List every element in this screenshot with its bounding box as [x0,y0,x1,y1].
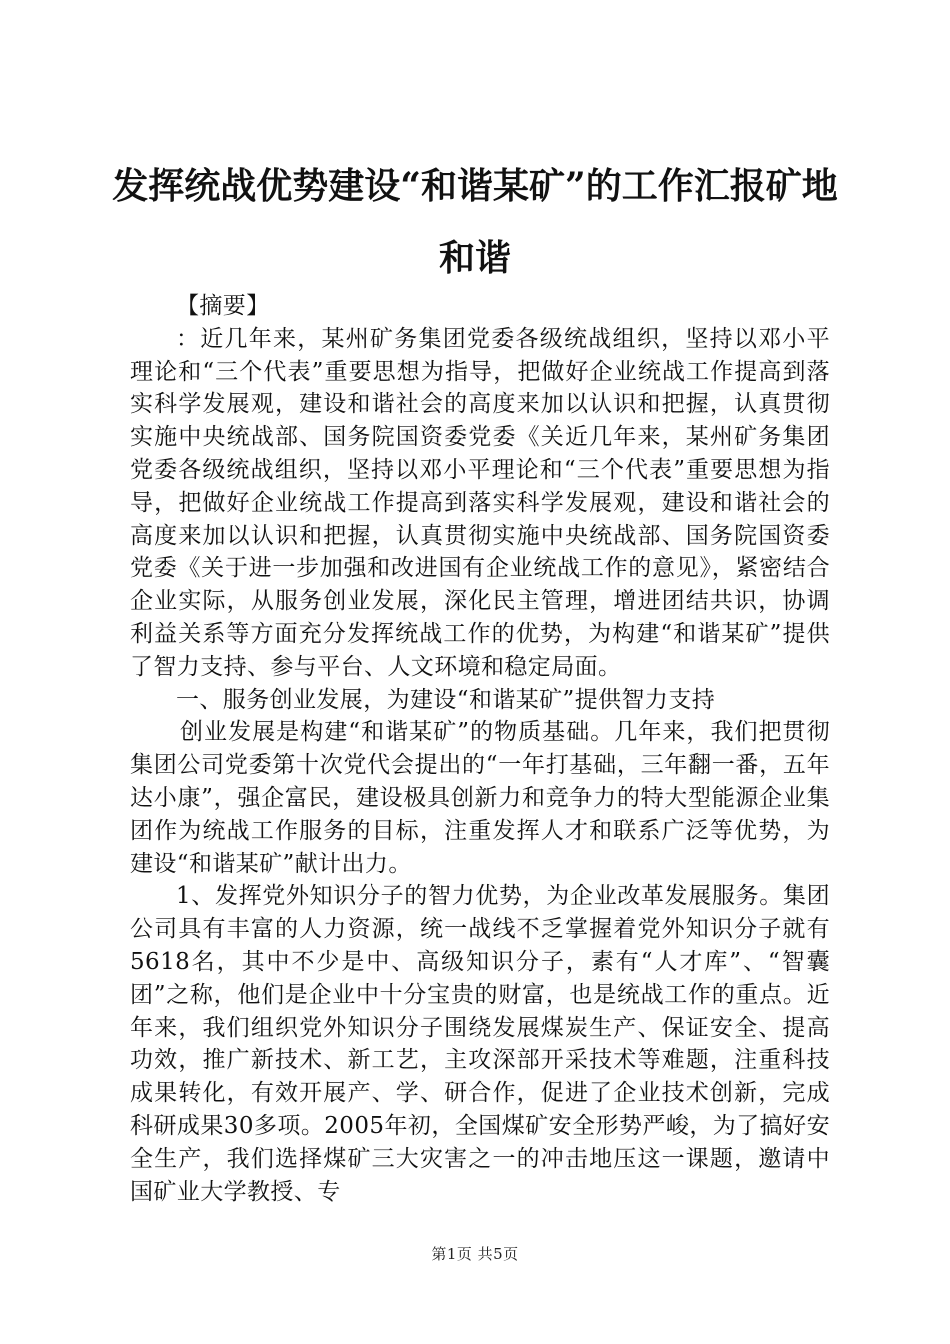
body-paragraph: 1、发挥党外知识分子的智力优势，为企业改革发展服务。集团公司具有丰富的人力资源，统一战线不乏掌握着党外知识分子就有5618名，其中不少是中、高级知识分子，素有“人才库”、“智囊团”之称，他们是企业中十分宝贵的财富，也是统战工作的重点。近年来，我们组织党外知识分子围绕发展煤炭生产、保证安全、提高功效，推广新技术、新工艺，主攻深部开采技术等难题，注重科技成果转化，有效开展产、学、研合作，促进了企业技术创新，完成科研成果30多项。2005年初，全国煤矿安全形势严峻，为了搞好安全生产，我们选择煤矿三大灾害之一的冲击地压这一课题，邀请中国矿业大学教授、专 [130,883,830,1205]
abstract-heading: 【摘要】 [176,293,270,319]
section-heading-1: 一、服务创业发展，为建设“和谐某矿”提供智力支持 [176,686,716,713]
document-title: 发挥统战优势建设“和谐某矿”的工作汇报矿地和谐 [112,165,838,279]
page-footer: 第1页 共5页 [431,1245,519,1263]
abstract-paragraph: ：近几年来，某州矿务集团党委各级统战组织，坚持以邓小平理论和“三个代表”重要思想为指导，把做好企业统战工作提高到落实科学发展观，建设和谐社会的高度来加以认识和把握，认真贯彻实施中央统战部、国务院国资委党委《关近几年来，某州矿务集团党委各级统战组织，坚持以邓小平理论和“三个代表”重要思想为指导，把做好企业统战工作提高到落实科学发展观，建设和谐社会的高度来加以认识和把握，认真贯彻实施中央统战部、国务院国资委党委《关于进一步加强和改进国有企业统战工作的意见》，紧密结合企业实际，从服务创业发展，深化民主管理，增进团结共识，协调利益关系等方面充分发挥统战工作的优势，为构建“和谐某矿”提供了智力支持、参与平台、人文环境和稳定局面。 [130,325,830,680]
document-body [130,290,830,1208]
body-paragraph: 创业发展是构建“和谐某矿”的物质基础。几年来，我们把贯彻集团公司党委第十次党代会提出的“一年打基础，三年翻一番，五年达小康”，强企富民，建设极具创新力和竞争力的特大型能源企业集团作为统战工作服务的目标，注重发挥人才和联系广泛等优势，为建设“和谐某矿”献计出力。 [130,719,830,877]
